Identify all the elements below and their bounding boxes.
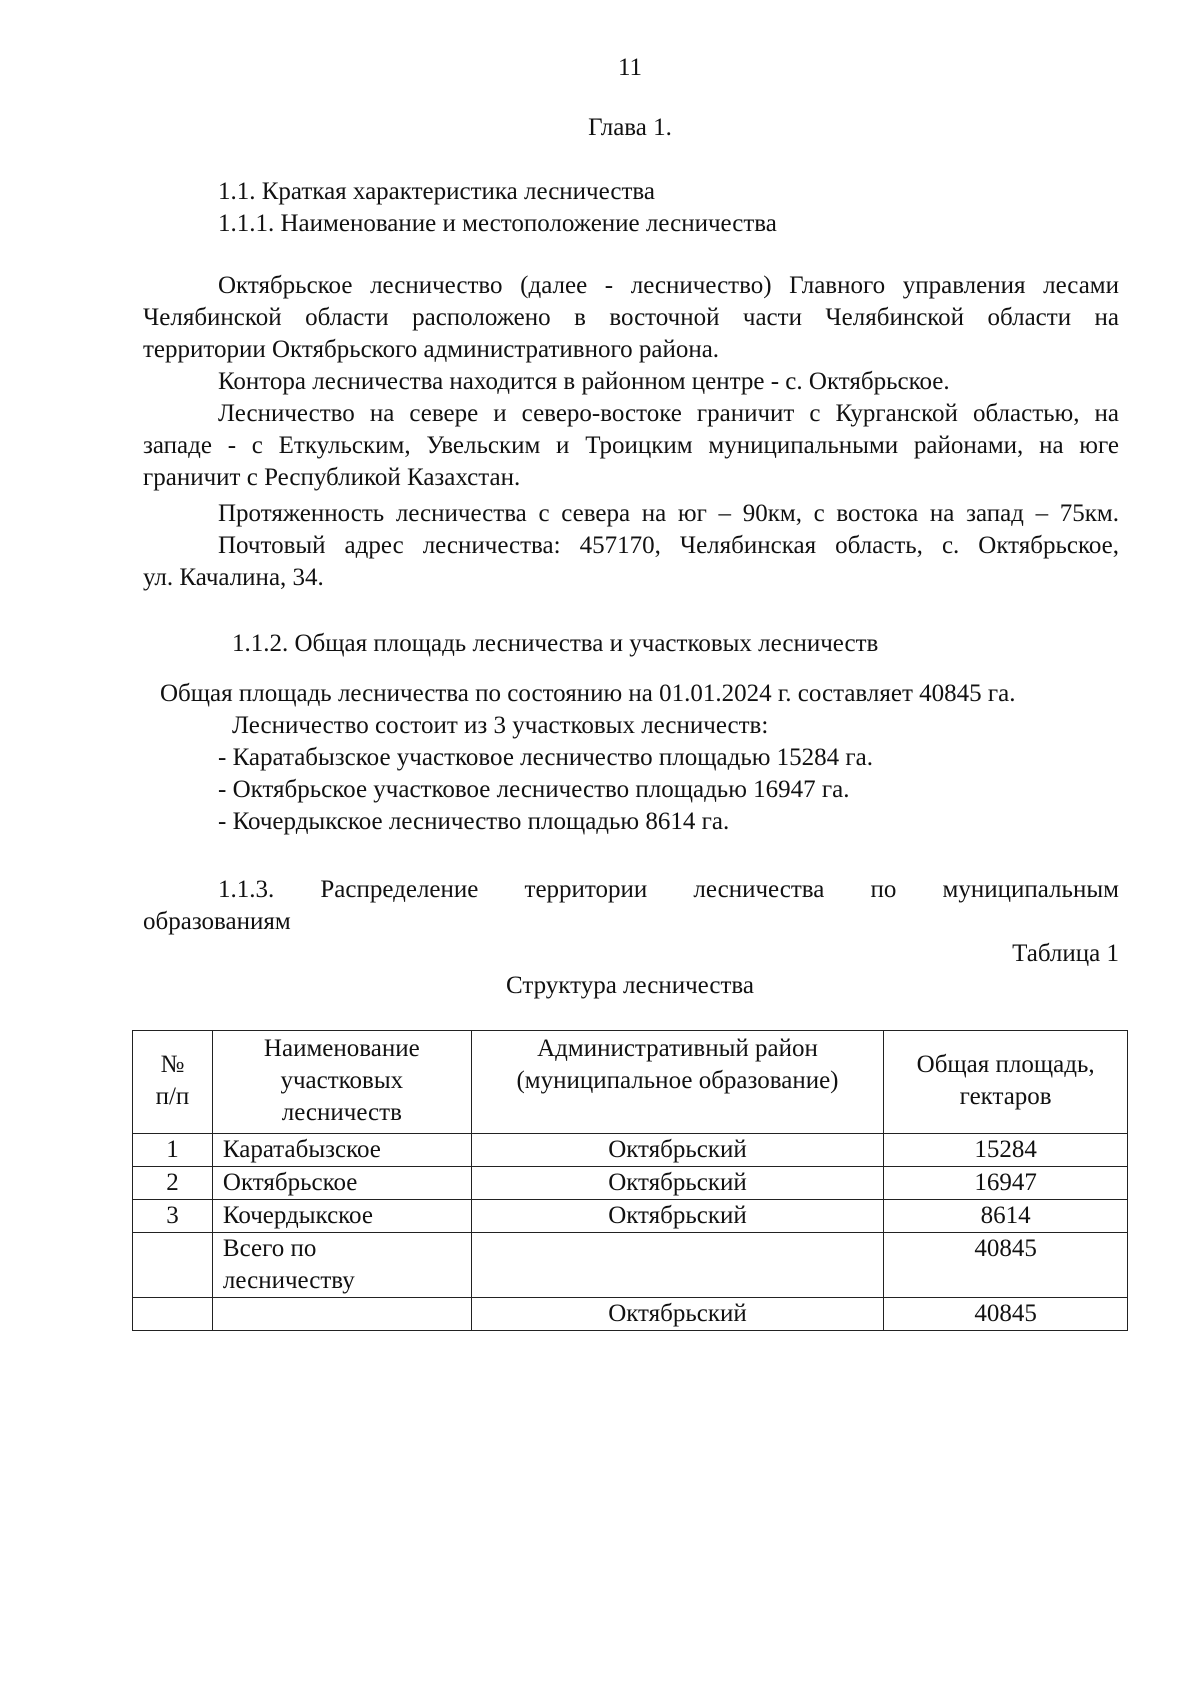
paragraph-line: ул. Качалина, 34. xyxy=(143,564,324,591)
heading-word: муниципальным xyxy=(942,876,1119,903)
paragraph-line: западе - с Еткульским, Увельским и Троицким муниципальными районами, на юге xyxy=(143,432,1119,459)
heading-word: по xyxy=(870,876,897,903)
table-header-row xyxy=(133,1031,1128,1134)
table-subtotal-row xyxy=(133,1298,1128,1331)
header-cell-name: Наименование участковых лесничеств xyxy=(212,1031,471,1134)
header-cell-district: Административный район (муниципальное образование) xyxy=(471,1031,884,1134)
cell-area: 15284 xyxy=(884,1134,1128,1167)
cell-number: 1 xyxy=(133,1134,213,1167)
header-cell-area: Общая площадь, гектаров xyxy=(884,1031,1128,1134)
section-heading-1-1-1: 1.1.1. Наименование и местоположение лесничества xyxy=(218,210,777,237)
table-title: Структура лесничества xyxy=(506,972,754,999)
cell-name-empty xyxy=(212,1298,471,1331)
paragraph-line: граничит с Республикой Казахстан. xyxy=(143,464,521,491)
cell-area: 16947 xyxy=(884,1167,1128,1200)
cell-total-label: Всего по лесничеству xyxy=(212,1233,471,1298)
heading-word: Распределение xyxy=(320,876,479,903)
table-row xyxy=(133,1134,1128,1167)
paragraph-line: территории Октябрьского административного района. xyxy=(143,336,720,363)
list-item: - Каратабызское участковое лесничество площадью 15284 га. xyxy=(218,744,874,771)
table-label: Таблица 1 xyxy=(1012,940,1119,967)
paragraph-line: Общая площадь лесничества по состоянию на 01.01.2024 г. составляет 40845 га. xyxy=(160,680,1016,707)
cell-number-empty xyxy=(133,1233,213,1298)
chapter-heading: Глава 1. xyxy=(588,114,672,141)
paragraph-line: Протяженность лесничества с севера на юг – 90км, с востока на запад – 75км. xyxy=(218,500,1119,527)
page-number: 11 xyxy=(617,54,643,81)
cell-district: Октябрьский xyxy=(471,1200,884,1233)
table-total-row xyxy=(133,1233,1128,1298)
list-item: - Октябрьское участковое лесничество площадью 16947 га. xyxy=(218,776,850,803)
cell-number: 3 xyxy=(133,1200,213,1233)
paragraph-line: Лесничество на севере и северо-востоке граничит с Курганской областью, на xyxy=(218,400,1119,427)
heading-word: лесничества xyxy=(693,876,825,903)
cell-district: Октябрьский xyxy=(471,1134,884,1167)
header-cell-number: № п/п xyxy=(133,1031,213,1134)
cell-subtotal-area: 40845 xyxy=(884,1298,1128,1331)
list-item: - Кочердыкское лесничество площадью 8614 га. xyxy=(218,808,730,835)
cell-district-empty xyxy=(471,1233,884,1298)
cell-total-area: 40845 xyxy=(884,1233,1128,1298)
forestry-structure-table xyxy=(132,1030,1128,1331)
cell-name: Кочердыкское xyxy=(212,1200,471,1233)
paragraph-line: Почтовый адрес лесничества: 457170, Челябинская область, с. Октябрьское, xyxy=(218,532,1119,559)
heading-word: территории xyxy=(524,876,648,903)
cell-number: 2 xyxy=(133,1167,213,1200)
cell-area: 8614 xyxy=(884,1200,1128,1233)
heading-word: 1.1.3. xyxy=(218,876,275,903)
cell-district: Октябрьский xyxy=(471,1167,884,1200)
paragraph-line: Челябинской области расположено в восточной части Челябинской области на xyxy=(143,304,1119,331)
cell-number-empty xyxy=(133,1298,213,1331)
section-heading-1-1: 1.1. Краткая характеристика лесничества xyxy=(218,178,655,205)
paragraph-line: Октябрьское лесничество (далее - лесничество) Главного управления лесами xyxy=(218,272,1119,299)
section-heading-1-1-3 xyxy=(218,874,1119,906)
section-heading-1-1-3-continued: образованиям xyxy=(143,908,291,935)
paragraph-line: Контора лесничества находится в районном центре - с. Октябрьское. xyxy=(218,368,950,395)
cell-subtotal-district: Октябрьский xyxy=(471,1298,884,1331)
table-row xyxy=(133,1167,1128,1200)
cell-name: Каратабызское xyxy=(212,1134,471,1167)
table-row xyxy=(133,1200,1128,1233)
section-heading-1-1-2: 1.1.2. Общая площадь лесничества и участковых лесничеств xyxy=(232,630,879,657)
paragraph-line: Лесничество состоит из 3 участковых лесничеств: xyxy=(232,712,769,739)
cell-name: Октябрьское xyxy=(212,1167,471,1200)
